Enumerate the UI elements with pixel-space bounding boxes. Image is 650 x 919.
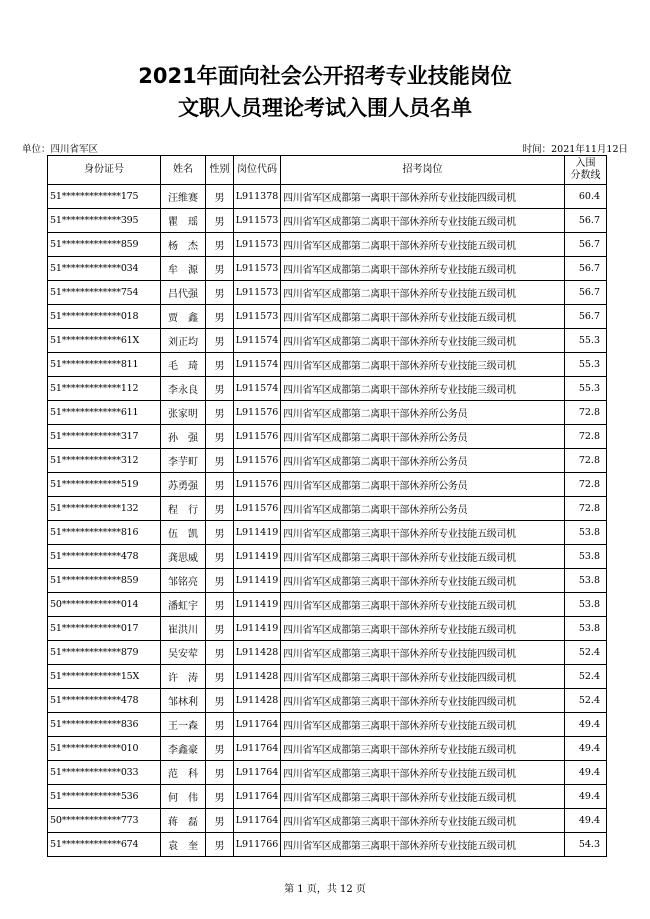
cell-code: L911419	[234, 521, 281, 545]
cell-gender: 男	[206, 377, 234, 401]
header-score-line1: 入围	[575, 158, 596, 169]
table-row	[48, 233, 607, 257]
cell-score: 49.4	[565, 809, 607, 833]
cell-name: 潘虹宇	[161, 593, 206, 617]
cell-name: 张家明	[161, 401, 206, 425]
cell-score: 55.3	[565, 353, 607, 377]
cell-position: 四川省军区成都第二离职干部休养所公务员	[281, 497, 565, 521]
cell-score: 53.8	[565, 521, 607, 545]
table-row	[48, 641, 607, 665]
cell-name: 范 科	[161, 761, 206, 785]
cell-gender: 男	[206, 353, 234, 377]
cell-name: 龚思威	[161, 545, 206, 569]
cell-position: 四川省军区成都第三离职干部休养所专业技能五级司机	[281, 545, 565, 569]
cell-score: 52.4	[565, 665, 607, 689]
cell-code: L911764	[234, 737, 281, 761]
cell-name: 许 涛	[161, 665, 206, 689]
table-row	[48, 713, 607, 737]
cell-code: L911576	[234, 473, 281, 497]
cell-code: L911573	[234, 233, 281, 257]
cell-score: 56.7	[565, 281, 607, 305]
cell-name: 瞿 瑶	[161, 209, 206, 233]
table-row	[48, 281, 607, 305]
table-row	[48, 785, 607, 809]
cell-code: L911574	[234, 377, 281, 401]
document-title-line-2: 文职人员理论考试入围人员名单	[178, 96, 472, 120]
cell-score: 55.3	[565, 377, 607, 401]
header-gender: 性别	[206, 156, 234, 185]
cell-score: 55.3	[565, 329, 607, 353]
cell-score: 56.7	[565, 233, 607, 257]
cell-id: 51*************859	[48, 569, 161, 593]
cell-id: 51*************010	[48, 737, 161, 761]
cell-gender: 男	[206, 425, 234, 449]
table-row	[48, 209, 607, 233]
cell-name: 王一森	[161, 713, 206, 737]
cell-id: 51*************112	[48, 377, 161, 401]
cell-position: 四川省军区成都第三离职干部休养所专业技能五级司机	[281, 833, 565, 857]
cell-position: 四川省军区成都第三离职干部休养所专业技能五级司机	[281, 569, 565, 593]
cell-code: L911574	[234, 353, 281, 377]
cell-name: 李芋町	[161, 449, 206, 473]
header-score-line2: 分数线	[570, 170, 601, 181]
cell-score: 72.8	[565, 401, 607, 425]
unit-label: 单位：四川省军区	[22, 144, 99, 155]
cell-gender: 男	[206, 569, 234, 593]
table-row	[48, 449, 607, 473]
cell-code: L911766	[234, 833, 281, 857]
table-row	[48, 473, 607, 497]
cell-position: 四川省军区成都第一离职干部休养所专业技能四级司机	[281, 185, 565, 209]
cell-id: 51*************033	[48, 761, 161, 785]
cell-id: 51*************754	[48, 281, 161, 305]
table-row	[48, 425, 607, 449]
table-row	[48, 305, 607, 329]
table-row	[48, 593, 607, 617]
cell-gender: 男	[206, 689, 234, 713]
cell-id: 51*************15X	[48, 665, 161, 689]
cell-code: L911574	[234, 329, 281, 353]
cell-position: 四川省军区成都第二离职干部休养所专业技能五级司机	[281, 281, 565, 305]
cell-position: 四川省军区成都第二离职干部休养所公务员	[281, 473, 565, 497]
cell-position: 四川省军区成都第三离职干部休养所专业技能四级司机	[281, 689, 565, 713]
cell-position: 四川省军区成都第二离职干部休养所公务员	[281, 425, 565, 449]
candidate-table	[47, 155, 607, 857]
cell-gender: 男	[206, 641, 234, 665]
cell-score: 72.8	[565, 473, 607, 497]
cell-position: 四川省军区成都第二离职干部休养所专业技能三级司机	[281, 377, 565, 401]
cell-position: 四川省军区成都第三离职干部休养所专业技能五级司机	[281, 809, 565, 833]
cell-gender: 男	[206, 737, 234, 761]
cell-gender: 男	[206, 233, 234, 257]
cell-name: 牟 源	[161, 257, 206, 281]
header-id: 身份证号	[48, 156, 161, 185]
cell-code: L911576	[234, 449, 281, 473]
cell-score: 72.8	[565, 425, 607, 449]
cell-gender: 男	[206, 329, 234, 353]
cell-name: 何 伟	[161, 785, 206, 809]
cell-id: 51*************478	[48, 545, 161, 569]
cell-name: 汪维赛	[161, 185, 206, 209]
table-row	[48, 401, 607, 425]
cell-score: 49.4	[565, 761, 607, 785]
cell-score: 72.8	[565, 449, 607, 473]
cell-gender: 男	[206, 713, 234, 737]
cell-gender: 男	[206, 545, 234, 569]
cell-position: 四川省军区成都第二离职干部休养所公务员	[281, 401, 565, 425]
cell-id: 51*************519	[48, 473, 161, 497]
cell-name: 毛 琦	[161, 353, 206, 377]
cell-id: 51*************674	[48, 833, 161, 857]
cell-position: 四川省军区成都第二离职干部休养所专业技能五级司机	[281, 305, 565, 329]
cell-name: 袁 奎	[161, 833, 206, 857]
cell-code: L911419	[234, 545, 281, 569]
table-row	[48, 257, 607, 281]
cell-id: 51*************836	[48, 713, 161, 737]
cell-name: 孙 强	[161, 425, 206, 449]
table-row	[48, 377, 607, 401]
table-row	[48, 761, 607, 785]
cell-score: 49.4	[565, 737, 607, 761]
cell-id: 51*************478	[48, 689, 161, 713]
cell-position: 四川省军区成都第三离职干部休养所专业技能五级司机	[281, 617, 565, 641]
cell-name: 崔洪川	[161, 617, 206, 641]
cell-id: 51*************859	[48, 233, 161, 257]
cell-position: 四川省军区成都第二离职干部休养所专业技能五级司机	[281, 257, 565, 281]
table-row	[48, 185, 607, 209]
cell-id: 51*************312	[48, 449, 161, 473]
cell-score: 60.4	[565, 185, 607, 209]
cell-code: L911576	[234, 425, 281, 449]
cell-id: 51*************317	[48, 425, 161, 449]
cell-gender: 男	[206, 761, 234, 785]
cell-code: L911764	[234, 713, 281, 737]
cell-gender: 男	[206, 281, 234, 305]
cell-gender: 男	[206, 665, 234, 689]
cell-gender: 男	[206, 785, 234, 809]
table-row	[48, 353, 607, 377]
cell-name: 吕代强	[161, 281, 206, 305]
table-row	[48, 689, 607, 713]
cell-score: 56.7	[565, 209, 607, 233]
cell-id: 50*************773	[48, 809, 161, 833]
cell-score: 53.8	[565, 617, 607, 641]
cell-score: 52.4	[565, 641, 607, 665]
cell-name: 蒋 磊	[161, 809, 206, 833]
cell-name: 吴安荤	[161, 641, 206, 665]
cell-name: 伍 凯	[161, 521, 206, 545]
cell-code: L911573	[234, 209, 281, 233]
cell-score: 56.7	[565, 257, 607, 281]
cell-gender: 男	[206, 209, 234, 233]
cell-position: 四川省军区成都第三离职干部休养所专业技能四级司机	[281, 665, 565, 689]
cell-gender: 男	[206, 185, 234, 209]
table-row	[48, 569, 607, 593]
cell-gender: 男	[206, 401, 234, 425]
cell-code: L911428	[234, 641, 281, 665]
cell-name: 李鑫豪	[161, 737, 206, 761]
cell-code: L911576	[234, 497, 281, 521]
cell-id: 51*************611	[48, 401, 161, 425]
table-row	[48, 329, 607, 353]
cell-id: 51*************61X	[48, 329, 161, 353]
date-label: 时间：2021年11月12日	[522, 144, 628, 155]
cell-position: 四川省军区成都第二离职干部休养所专业技能五级司机	[281, 233, 565, 257]
cell-position: 四川省军区成都第三离职干部休养所专业技能五级司机	[281, 785, 565, 809]
document-title-line-1: 2021年面向社会公开招考专业技能岗位	[138, 64, 512, 88]
header-score	[565, 156, 607, 185]
cell-id: 51*************034	[48, 257, 161, 281]
cell-code: L911428	[234, 689, 281, 713]
cell-name: 刘正均	[161, 329, 206, 353]
cell-code: L911764	[234, 785, 281, 809]
cell-name: 李永良	[161, 377, 206, 401]
cell-gender: 男	[206, 617, 234, 641]
table-row	[48, 665, 607, 689]
cell-name: 杨 杰	[161, 233, 206, 257]
cell-position: 四川省军区成都第三离职干部休养所专业技能五级司机	[281, 761, 565, 785]
cell-name: 程 行	[161, 497, 206, 521]
cell-gender: 男	[206, 809, 234, 833]
cell-position: 四川省军区成都第三离职干部休养所专业技能五级司机	[281, 713, 565, 737]
cell-id: 51*************811	[48, 353, 161, 377]
cell-code: L911378	[234, 185, 281, 209]
cell-name: 苏勇强	[161, 473, 206, 497]
table-row	[48, 545, 607, 569]
cell-position: 四川省军区成都第三离职干部休养所专业技能四级司机	[281, 641, 565, 665]
cell-id: 51*************816	[48, 521, 161, 545]
table-row	[48, 833, 607, 857]
header-name: 姓名	[161, 156, 206, 185]
cell-code: L911573	[234, 281, 281, 305]
cell-id: 51*************395	[48, 209, 161, 233]
cell-position: 四川省军区成都第二离职干部休养所专业技能五级司机	[281, 209, 565, 233]
header-position: 招考岗位	[281, 156, 565, 185]
cell-code: L911419	[234, 569, 281, 593]
cell-score: 53.8	[565, 593, 607, 617]
cell-score: 53.8	[565, 569, 607, 593]
cell-gender: 男	[206, 473, 234, 497]
cell-gender: 男	[206, 497, 234, 521]
cell-code: L911573	[234, 305, 281, 329]
cell-code: L911764	[234, 809, 281, 833]
table-row	[48, 809, 607, 833]
cell-id: 51*************132	[48, 497, 161, 521]
cell-name: 贾 鑫	[161, 305, 206, 329]
cell-name: 邹铭亮	[161, 569, 206, 593]
table-row	[48, 737, 607, 761]
cell-gender: 男	[206, 257, 234, 281]
cell-gender: 男	[206, 449, 234, 473]
cell-id: 51*************017	[48, 617, 161, 641]
cell-score: 53.8	[565, 545, 607, 569]
header-code: 岗位代码	[234, 156, 281, 185]
cell-id: 51*************536	[48, 785, 161, 809]
cell-position: 四川省军区成都第二离职干部休养所专业技能三级司机	[281, 353, 565, 377]
cell-code: L911419	[234, 593, 281, 617]
cell-gender: 男	[206, 521, 234, 545]
cell-position: 四川省军区成都第三离职干部休养所专业技能五级司机	[281, 593, 565, 617]
cell-name: 邹林利	[161, 689, 206, 713]
cell-position: 四川省军区成都第二离职干部休养所专业技能三级司机	[281, 329, 565, 353]
cell-gender: 男	[206, 833, 234, 857]
table-row	[48, 521, 607, 545]
cell-score: 49.4	[565, 785, 607, 809]
table-header-row	[48, 156, 607, 185]
table-row	[48, 617, 607, 641]
cell-score: 72.8	[565, 497, 607, 521]
cell-id: 51*************879	[48, 641, 161, 665]
cell-code: L911764	[234, 761, 281, 785]
cell-gender: 男	[206, 305, 234, 329]
cell-code: L911419	[234, 617, 281, 641]
cell-id: 51*************175	[48, 185, 161, 209]
cell-score: 54.3	[565, 833, 607, 857]
cell-gender: 男	[206, 593, 234, 617]
cell-id: 50*************014	[48, 593, 161, 617]
cell-code: L911573	[234, 257, 281, 281]
cell-position: 四川省军区成都第二离职干部休养所公务员	[281, 449, 565, 473]
cell-score: 52.4	[565, 689, 607, 713]
cell-code: L911428	[234, 665, 281, 689]
cell-score: 49.4	[565, 713, 607, 737]
cell-score: 56.7	[565, 305, 607, 329]
page-footer: 第 1 页，共 12 页	[284, 884, 366, 895]
cell-code: L911576	[234, 401, 281, 425]
cell-position: 四川省军区成都第三离职干部休养所专业技能五级司机	[281, 521, 565, 545]
cell-id: 51*************018	[48, 305, 161, 329]
cell-position: 四川省军区成都第三离职干部休养所专业技能五级司机	[281, 737, 565, 761]
table-row	[48, 497, 607, 521]
